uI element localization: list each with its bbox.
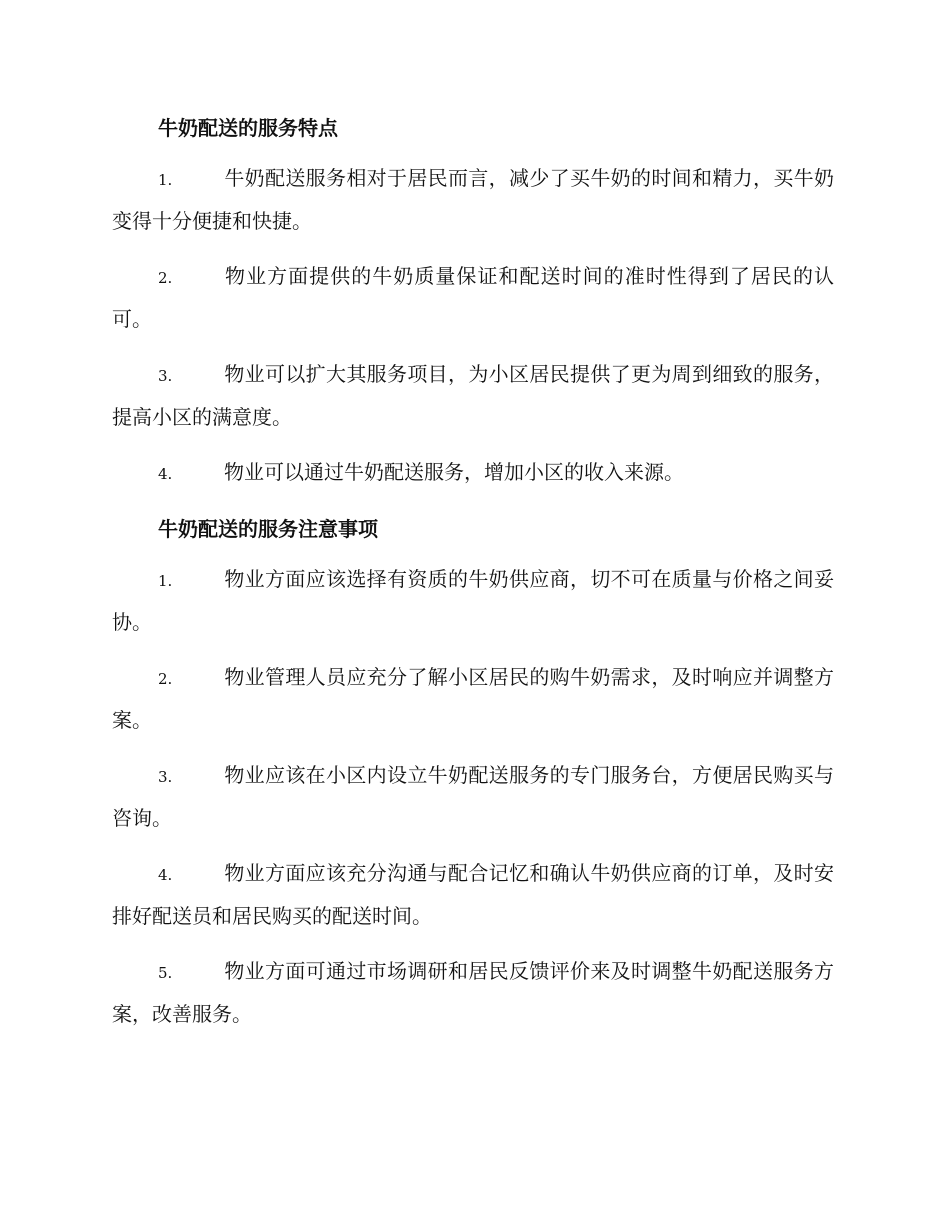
item-number: 2. xyxy=(158,269,173,287)
item-number: 2. xyxy=(158,670,173,688)
item-text: 物业可以扩大其服务项目，为小区居民提供了更为周到细致的服务，提高小区的满意度。 xyxy=(112,362,834,429)
item-number: 4. xyxy=(158,465,173,483)
section-service-notes xyxy=(112,509,834,1035)
item-number: 1. xyxy=(158,572,173,590)
section-heading: 牛奶配送的服务注意事项 xyxy=(158,517,378,541)
list-item xyxy=(112,354,834,438)
list-item xyxy=(112,158,834,242)
item-text: 物业方面可通过市场调研和居民反馈评价来及时调整牛奶配送服务方案，改善服务。 xyxy=(112,959,834,1026)
item-number: 3. xyxy=(158,367,173,385)
item-text: 牛奶配送服务相对于居民而言，减少了买牛奶的时间和精力，买牛奶变得十分便捷和快捷。 xyxy=(112,166,834,233)
list-item xyxy=(112,452,834,495)
list-item xyxy=(112,755,834,839)
list-item xyxy=(112,657,834,741)
item-text: 物业方面提供的牛奶质量保证和配送时间的准时性得到了居民的认可。 xyxy=(112,264,834,331)
list-item xyxy=(112,256,834,340)
item-text: 物业应该在小区内设立牛奶配送服务的专门服务台，方便居民购买与咨询。 xyxy=(112,763,834,830)
item-text: 物业方面应该充分沟通与配合记忆和确认牛奶供应商的订单，及时安排好配送员和居民购买的配送时间。 xyxy=(112,861,834,928)
list-item xyxy=(112,853,834,937)
list-item xyxy=(112,559,834,643)
item-text: 物业方面应该选择有资质的牛奶供应商，切不可在质量与价格之间妥协。 xyxy=(112,567,834,634)
item-number: 1. xyxy=(158,171,173,189)
item-text: 物业管理人员应充分了解小区居民的购牛奶需求，及时响应并调整方案。 xyxy=(112,665,834,732)
item-text: 物业可以通过牛奶配送服务，增加小区的收入来源。 xyxy=(224,460,684,484)
item-number: 3. xyxy=(158,768,173,786)
item-number: 4. xyxy=(158,866,173,884)
item-number: 5. xyxy=(158,964,173,982)
list-item xyxy=(112,951,834,1035)
document-page xyxy=(112,108,834,1049)
section-service-features xyxy=(112,108,834,495)
section-heading: 牛奶配送的服务特点 xyxy=(158,116,338,140)
